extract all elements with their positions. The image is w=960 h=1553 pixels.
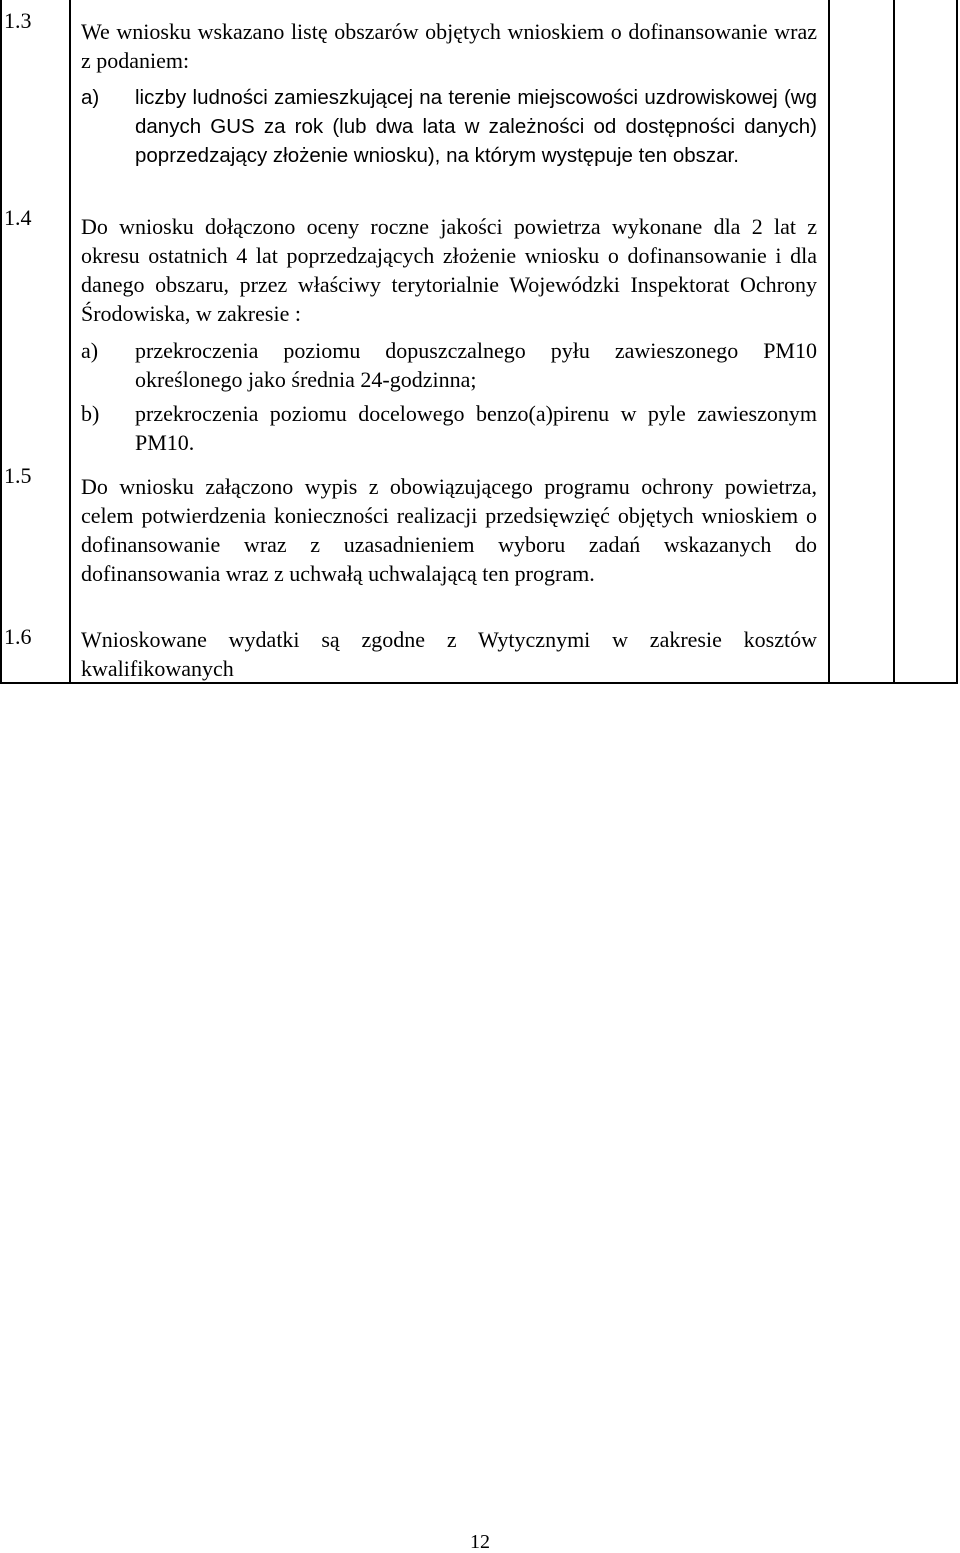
column-divider — [828, 0, 830, 684]
table-border-right — [956, 0, 958, 684]
page-number: 12 — [470, 1531, 490, 1553]
row-intro-text: We wniosku wskazano listę obszarów objętych wnioskiem o dofinansowanie wraz z podaniem: — [81, 19, 817, 73]
row-intro-text: Wnioskowane wydatki są zgodne z Wytycznymi w zakresie kosztów kwalifikowanych — [81, 627, 817, 681]
list-item — [81, 83, 817, 170]
list-item-text: przekroczenia poziomu dopuszczalnego pyłu zawieszonego PM10 określonego jako średnia 24-godzinna; — [135, 338, 817, 392]
list-item-text: liczby ludności zamieszkującej na terenie miejscowości uzdrowiskowej (wg danych GUS za rok (lub dwa lata w zależności od dostępności danych) poprzedzający złożenie wniosku), na którym występuje ten obszar. — [135, 86, 817, 167]
list-item-label: b) — [81, 401, 100, 426]
list-item — [81, 336, 817, 394]
column-divider — [893, 0, 895, 684]
list-item-label: a) — [81, 338, 99, 363]
row-number: 1.4 — [4, 205, 32, 230]
row-number: 1.3 — [4, 8, 32, 33]
list-item — [81, 399, 817, 457]
row-intro-text: Do wniosku dołączono oceny roczne jakości powietrza wykonane dla 2 lat z okresu ostatnich 4 lat poprzedzających złożenie wniosku o dofinansowanie i dla danego obszaru, przez właściwy terytorialnie Wojewódzki Inspektorat Ochrony Środowiska, w zakresie : — [81, 214, 817, 326]
column-divider — [69, 0, 71, 684]
row-number: 1.5 — [4, 463, 32, 488]
row-number: 1.6 — [4, 624, 32, 649]
list-item-label: a) — [81, 86, 100, 109]
list-item-text: przekroczenia poziomu docelowego benzo(a)pirenu w pyle zawieszonym PM10. — [135, 401, 817, 455]
row-intro-text: Do wniosku załączono wypis z obowiązującego programu ochrony powietrza, celem potwierdzenia konieczności realizacji przedsięwzięć objętych wnioskiem o dofinansowanie wraz z uzasadnieniem wyboru zadań wskazanych do dofinansowania wraz z uchwałą uchwalającą ten program. — [81, 474, 817, 586]
table-border-left — [0, 0, 2, 684]
